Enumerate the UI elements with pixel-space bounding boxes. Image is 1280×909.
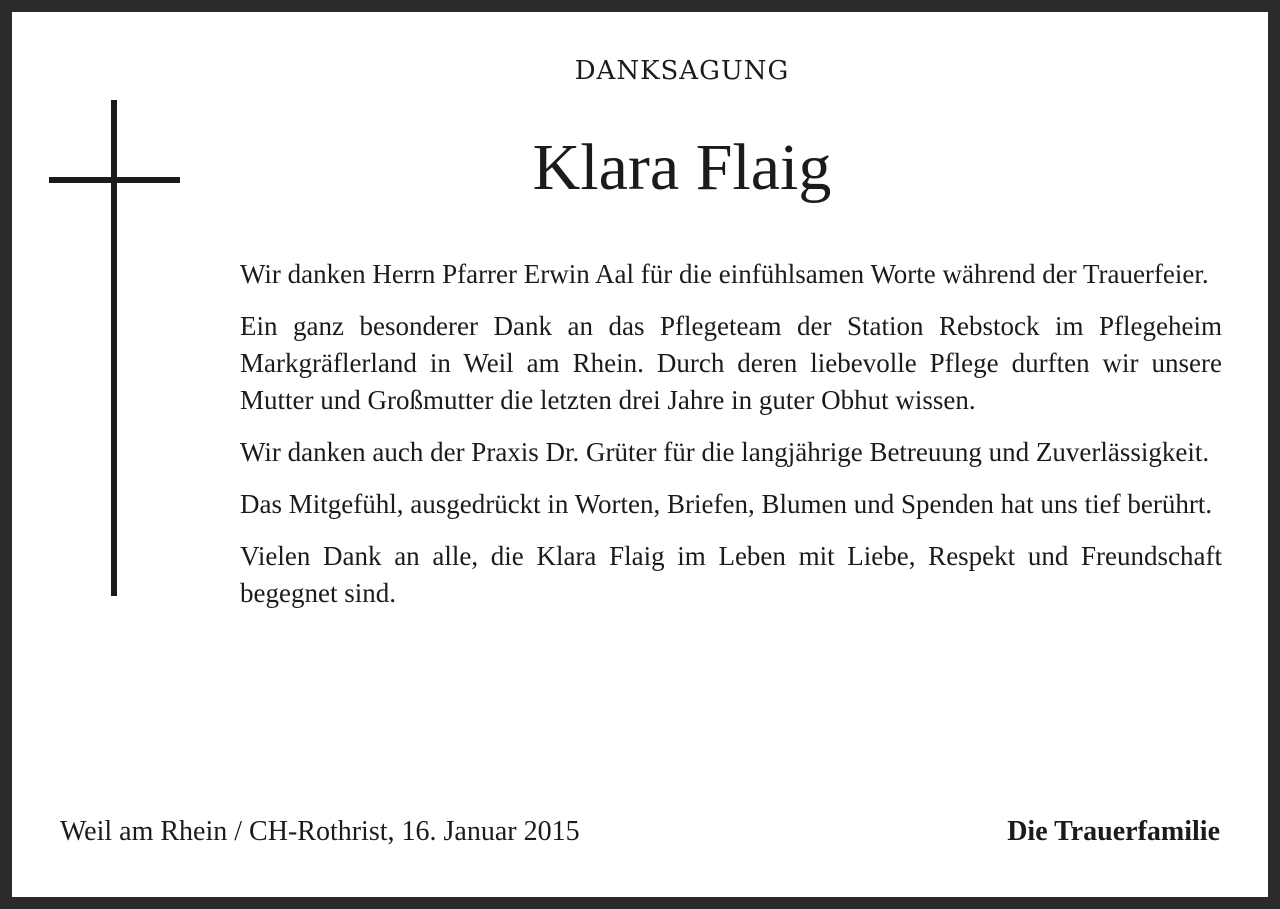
place-date: Weil am Rhein / CH-Rothrist, 16. Januar 2015 [60, 816, 580, 847]
signature: Die Trauerfamilie [1007, 816, 1220, 847]
cross-horizontal-bar [49, 177, 180, 183]
paragraph-sympathy: Das Mitgefühl, ausgedrückt in Worten, Briefen, Blumen und Spenden hat uns tief berührt. [240, 489, 1213, 519]
deceased-name: Klara Flaig [532, 131, 832, 204]
paragraph-thanks-all: Vielen Dank an alle, die Klara Flaig im Leben mit Liebe, Respekt und Freundschaft begegnet sind. [240, 541, 1222, 608]
cross-vertical-bar [111, 100, 117, 596]
paragraph-care-team: Ein ganz besonderer Dank an das Pflegeteam der Station Rebstock im Pflegeheim Markgräflerland in Weil am Rhein. Durch deren liebevolle Pflege durften wir unsere Mutter und Großmutter die letzten drei Jahre in guter Obhut wissen. [240, 311, 1222, 415]
notice-body [240, 256, 1222, 627]
paragraph-doctor: Wir danken auch der Praxis Dr. Grüter für die langjährige Betreuung und Zuverlässigkeit. [240, 437, 1210, 467]
notice-heading: DANKSAGUNG [574, 56, 790, 86]
paragraph-pastor: Wir danken Herrn Pfarrer Erwin Aal für die einfühlsamen Worte während der Trauerfeier. [240, 259, 1209, 289]
